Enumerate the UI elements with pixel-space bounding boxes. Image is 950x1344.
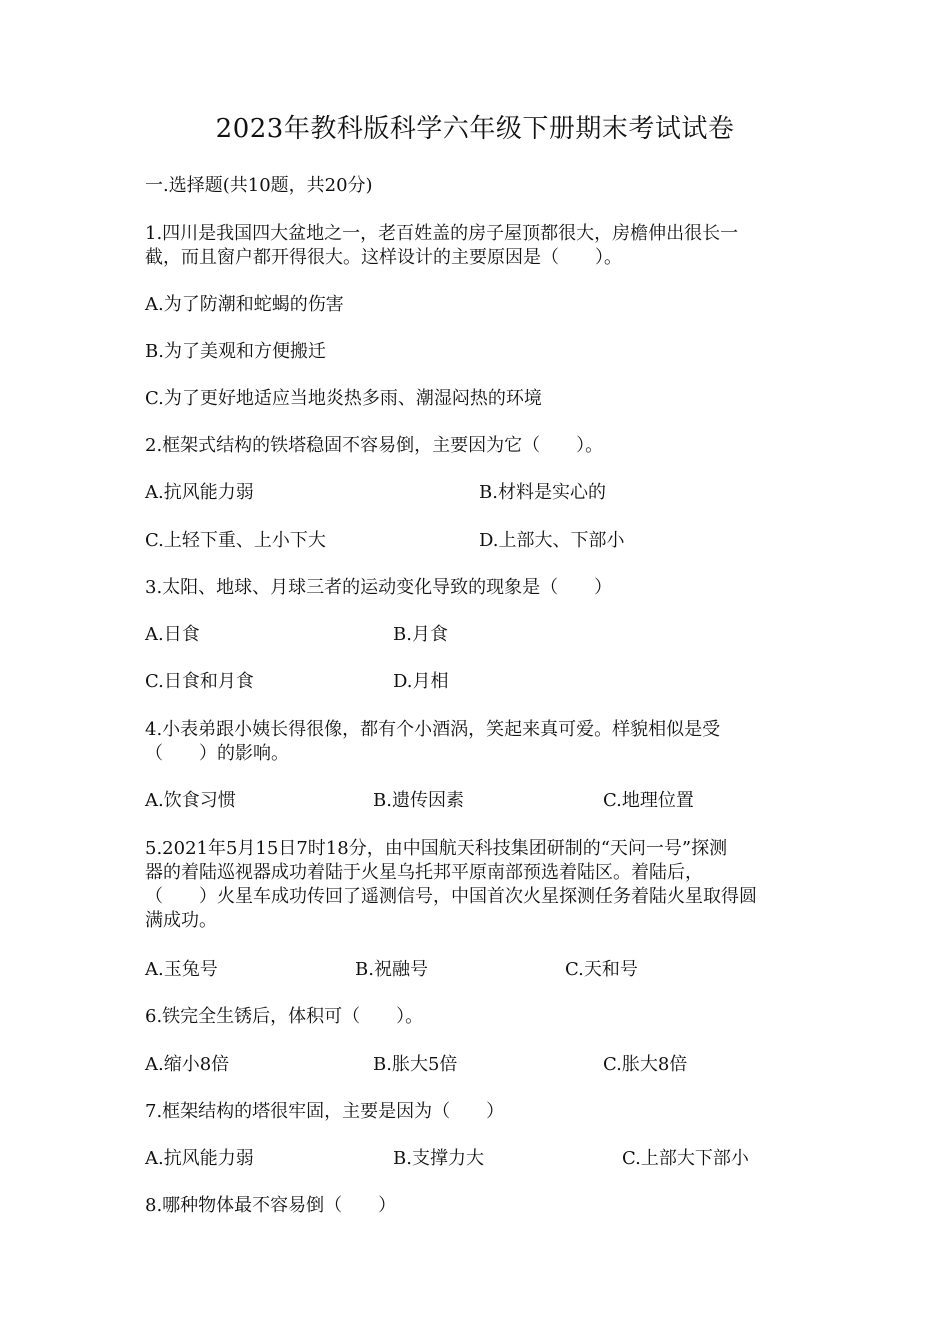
question-2-option-b: B.材料是实心的 [479,482,606,503]
question-7-option-c: C.上部大下部小 [622,1148,749,1169]
question-4-option-a: A.饮食习惯 [145,790,236,811]
question-5-option-a: A.玉兔号 [145,959,218,980]
question-6-option-b: B.胀大5倍 [373,1054,458,1075]
question-3-option-c: C.日食和月食 [145,671,254,692]
question-6-option-a: A.缩小8倍 [145,1054,230,1075]
question-7-option-b: B.支撑力大 [393,1148,484,1169]
question-4-option-c: C.地理位置 [603,790,694,811]
question-5-option-c: C.天和号 [565,959,638,980]
question-5-line-1: 5.2021年5月15日7时18分，由中国航天科技集团研制的“天问一号”探测 [145,838,728,859]
question-2-option-a: A.抗风能力弱 [145,482,254,503]
section-heading: 一.选择题(共10题，共20分) [145,175,373,196]
question-1-option-c: C.为了更好地适应当地炎热多雨、潮湿闷热的环境 [145,388,542,409]
question-2-line-1: 2.框架式结构的铁塔稳固不容易倒，主要因为它（ ）。 [145,435,604,456]
exam-title: 2023年教科版科学六年级下册期末考试试卷 [215,114,735,144]
question-5-line-2: 器的着陆巡视器成功着陆于火星乌托邦平原南部预选着陆区。着陆后， [145,862,703,883]
question-8-line-1: 8.哪种物体最不容易倒（ ） [145,1195,397,1216]
question-5-line-3: （ ）火星车成功传回了遥测信号，中国首次火星探测任务着陆火星取得圆 [145,886,757,907]
question-2-option-d: D.上部大、下部小 [479,530,625,551]
question-7-line-1: 7.框架结构的塔很牢固，主要是因为（ ） [145,1101,505,1122]
question-3-option-d: D.月相 [393,671,449,692]
question-4-line-1: 4.小表弟跟小姨长得很像，都有个小酒涡，笑起来真可爱。样貌相似是受 [145,719,721,740]
question-6-line-1: 6.铁完全生锈后，体积可（ ）。 [145,1006,424,1027]
question-1-line-2: 截，而且窗户都开得很大。这样设计的主要原因是（ ）。 [145,247,622,268]
question-1-option-b: B.为了美观和方便搬迁 [145,341,326,362]
question-5-line-4: 满成功。 [145,910,217,931]
question-6-option-c: C.胀大8倍 [603,1054,688,1075]
question-3-option-b: B.月食 [393,624,448,645]
question-5-option-b: B.祝融号 [355,959,428,980]
question-2-option-c: C.上轻下重、上小下大 [145,530,326,551]
question-3-option-a: A.日食 [145,624,200,645]
question-1-option-a: A.为了防潮和蛇蝎的伤害 [145,294,344,315]
question-4-option-b: B.遗传因素 [373,790,464,811]
question-3-line-1: 3.太阳、地球、月球三者的运动变化导致的现象是（ ） [145,577,613,598]
question-7-option-a: A.抗风能力弱 [145,1148,254,1169]
question-1-line-1: 1.四川是我国四大盆地之一，老百姓盖的房子屋顶都很大，房檐伸出很长一 [145,223,739,244]
question-4-line-2: （ ）的影响。 [145,743,289,764]
